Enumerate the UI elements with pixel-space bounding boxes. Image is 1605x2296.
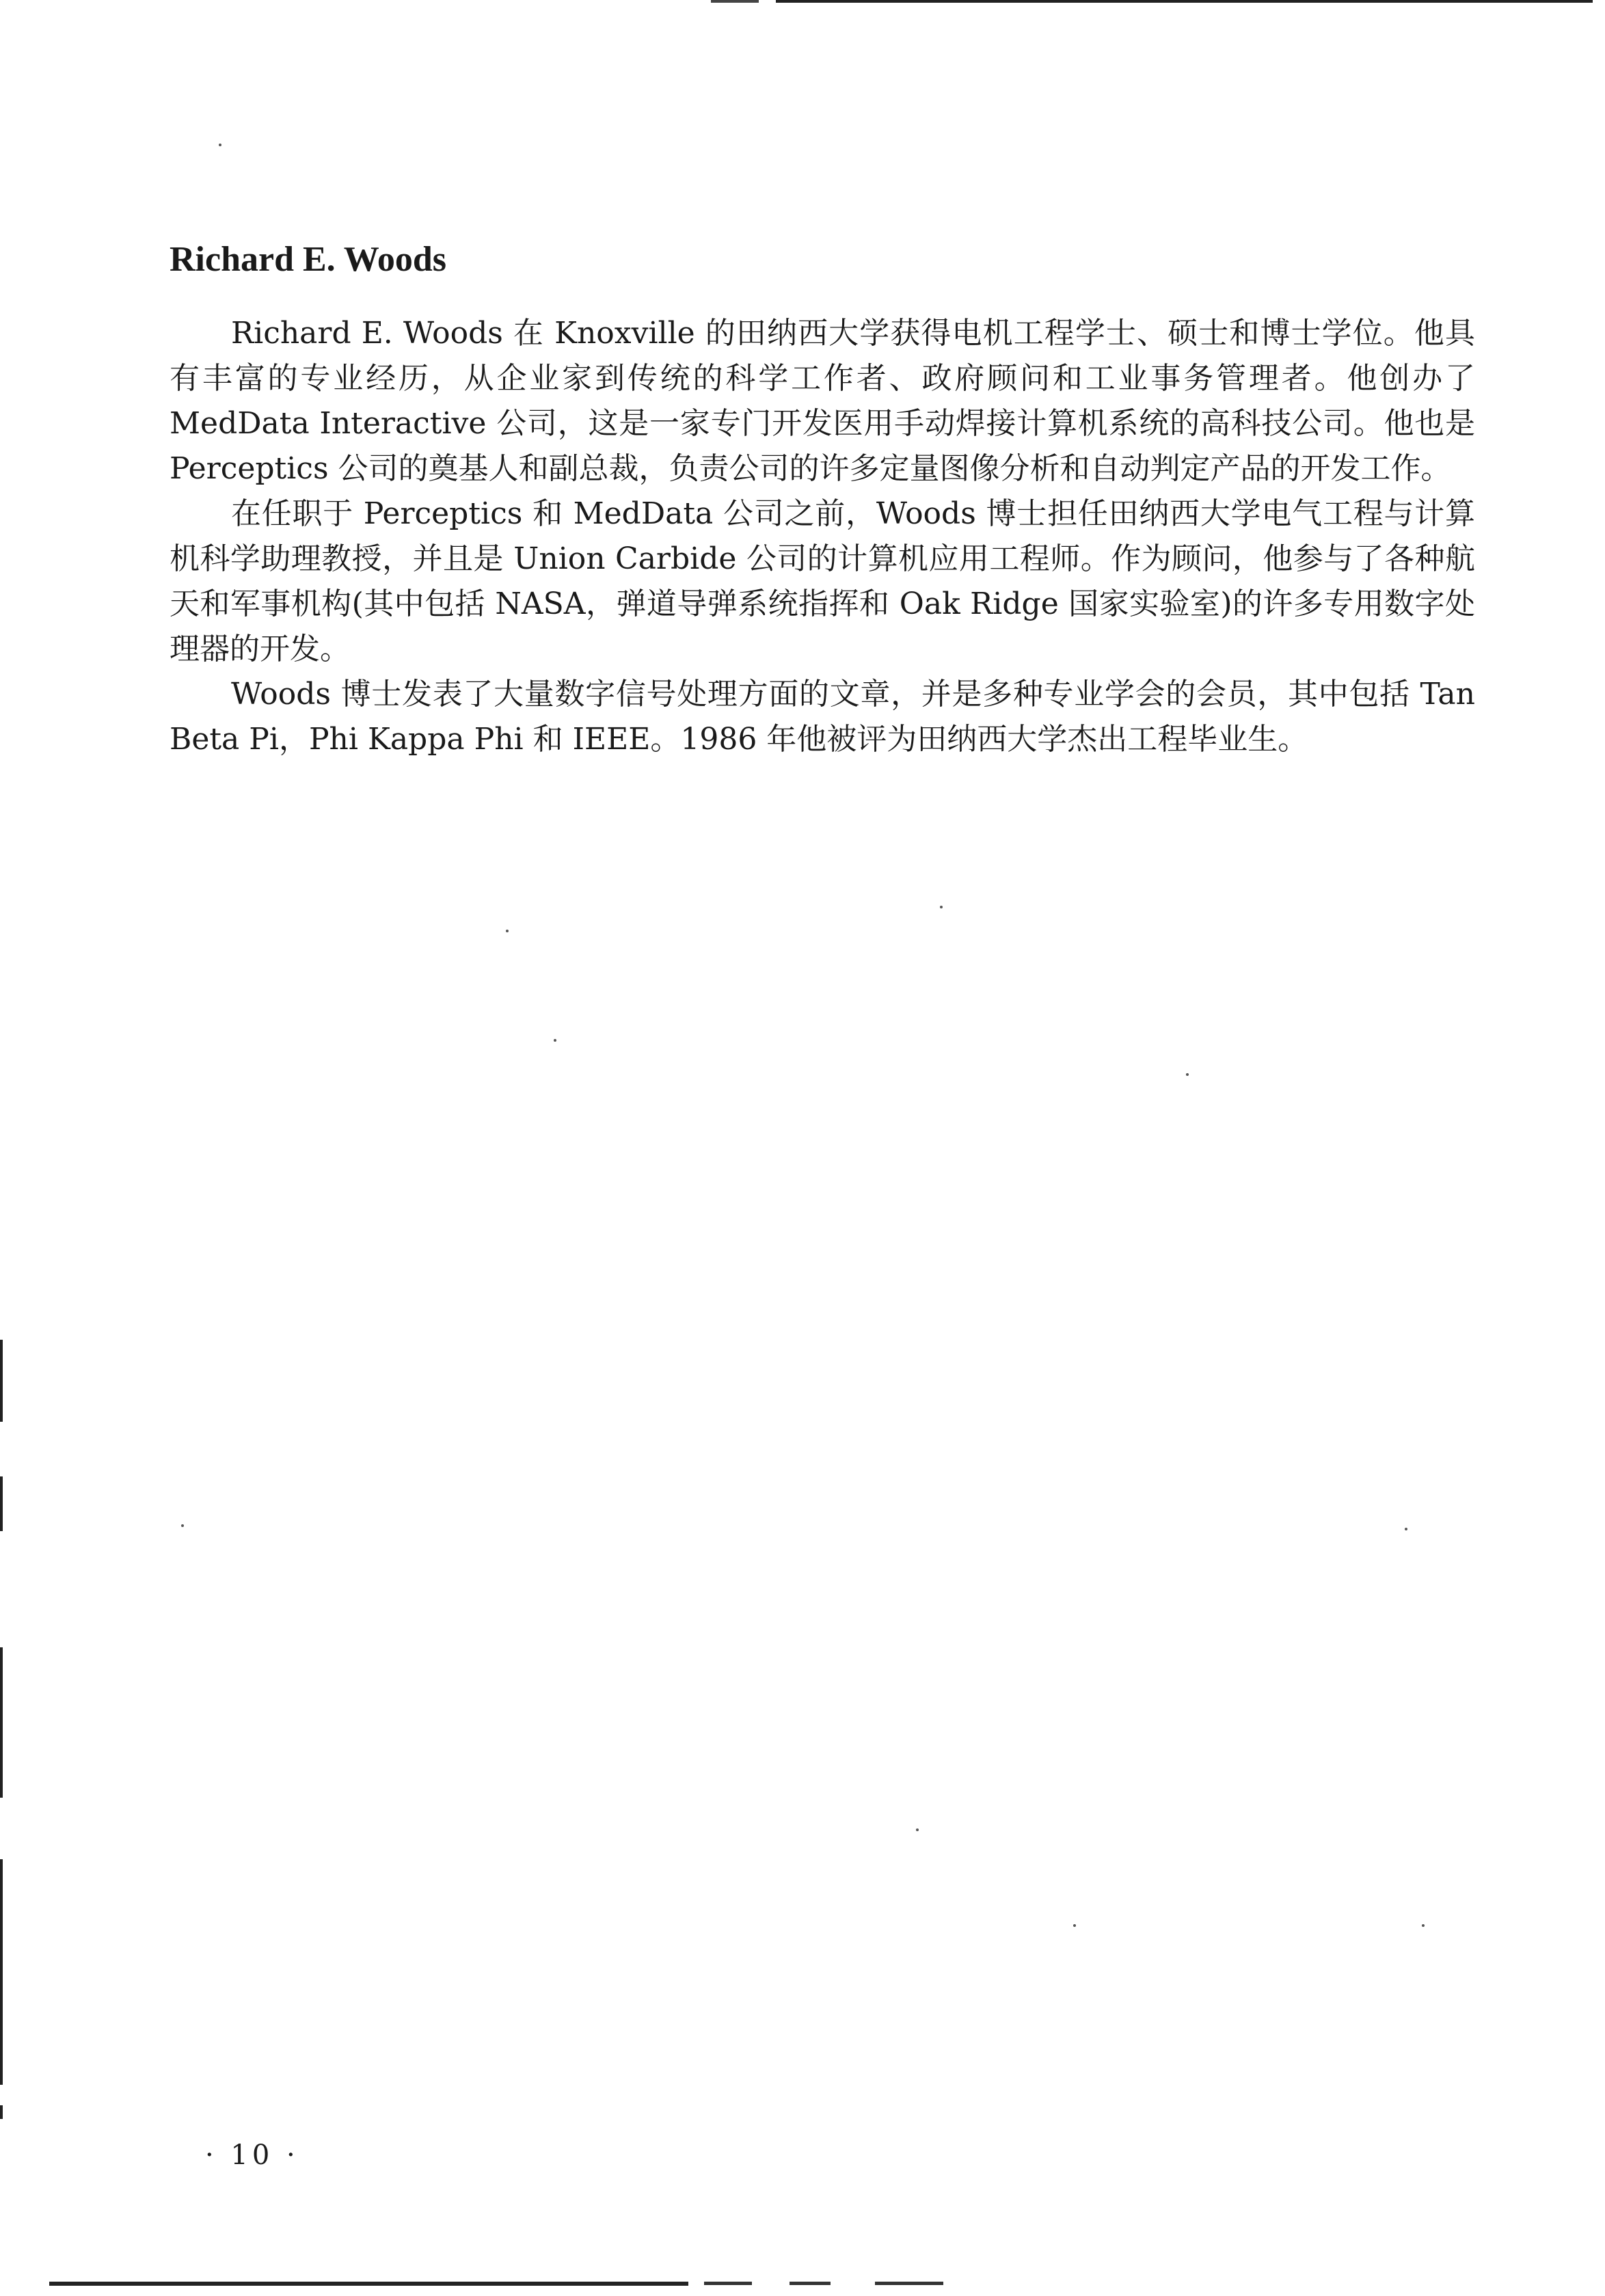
paragraph: Richard E. Woods 在 Knoxville 的田纳西大学获得电机工程学士、硕士和博士学位。他具有丰富的专业经历，从企业家到传统的科学工作者、政府顾问和工业事务管理者。他创办了 MedData Interactive 公司，这是一家专门开发医用手动焊接计算机系统的高科技公司。他也是 Perceptics 公司的奠基人和副总裁，负责公司的许多定量图像分析和自动判定产品的开发工作。: [170, 316, 1475, 486]
scan-artifact-left-edge: [0, 1859, 3, 2085]
scan-artifact-top-rule: [776, 0, 1593, 3]
scan-artifact-left-edge: [0, 2105, 3, 2119]
scan-artifact-left-edge: [0, 1476, 3, 1531]
scan-speck: [181, 1524, 184, 1527]
paragraph: Woods 博士发表了大量数字信号处理方面的文章，并是多种专业学会的会员，其中包括 Tan Beta Pi，Phi Kappa Phi 和 IEEE。1986 年他被评为田纳西大学杰出工程毕业生。: [170, 677, 1475, 757]
scan-speck: [916, 1828, 919, 1831]
scan-artifact-bottom-rule: [49, 2282, 688, 2286]
scan-artifact-left-edge: [0, 1647, 3, 1798]
biography-body: [170, 311, 1475, 762]
scan-artifact-bottom-dash: [704, 2282, 752, 2285]
scan-artifact-bottom-dash: [790, 2282, 831, 2285]
scan-artifact-bottom-dash: [875, 2282, 943, 2285]
scan-speck: [1073, 1924, 1076, 1927]
page-title: Richard E. Woods: [170, 240, 447, 279]
scan-artifact-top-rule-short: [711, 0, 759, 3]
paragraph: 在任职于 Perceptics 和 MedData 公司之前，Woods 博士担任田纳西大学电气工程与计算机科学助理教授，并且是 Union Carbide 公司的计算机应用工程师。作为顾问，他参与了各种航天和军事机构(其中包括 NASA，弹道导弹系统指挥和 Oak Ridge 国家实验室)的许多专用数字处理器的开发。: [170, 496, 1475, 666]
page-number: · 10 ·: [205, 2139, 299, 2171]
scan-artifact-left-edge: [0, 1340, 3, 1422]
scan-speck: [1405, 1528, 1407, 1530]
scan-speck: [554, 1039, 556, 1042]
scan-speck: [940, 906, 943, 908]
scan-speck: [1422, 1924, 1425, 1927]
scan-speck: [219, 144, 221, 146]
scan-speck: [1186, 1073, 1189, 1076]
scan-speck: [506, 930, 509, 932]
